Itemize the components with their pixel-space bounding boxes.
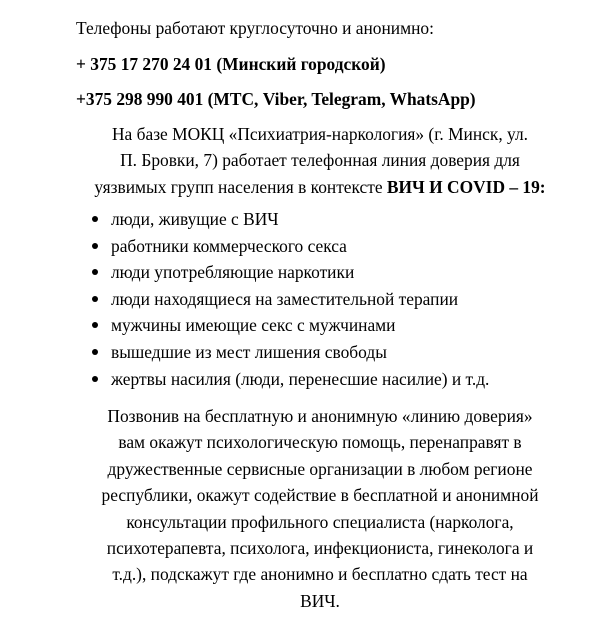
list-item — [0, 339, 489, 366]
closing-paragraph — [60, 403, 580, 614]
bullet-icon — [92, 216, 98, 222]
list-item — [0, 286, 489, 313]
intro-hiv-covid: ВИЧ И COVID – 19: — [386, 176, 546, 197]
bullet-icon — [92, 376, 98, 382]
closing-line: т.д.), подскажут где анонимно и бесплатно сдать тест на — [112, 564, 528, 585]
phone-line-mobile: +375 298 990 401 (МТС, Viber, Telegram, WhatsApp) — [76, 89, 476, 109]
closing-line: консультации профильного специалиста (нарколога, — [126, 511, 514, 532]
list-item-label: люди употребляющие наркотики — [111, 262, 355, 283]
bullet-icon — [92, 296, 98, 302]
bullet-icon — [92, 322, 98, 328]
bullet-icon — [92, 349, 98, 355]
list-item — [0, 312, 489, 339]
intro-line-3-text: уязвимых групп населения в контексте — [94, 176, 387, 197]
closing-line: ВИЧ. — [300, 590, 340, 611]
list-item-label: работники коммерческого секса — [111, 235, 347, 256]
list-item-label: жертвы насилия (люди, перенесшие насилие) и т.д. — [111, 368, 490, 389]
list-item-label: люди находящиеся на заместительной терапии — [111, 288, 459, 309]
closing-line: дружественные сервисные организации в любом регионе — [107, 458, 533, 479]
list-item — [0, 366, 489, 393]
closing-line: Позвонив на бесплатную и анонимную «линию доверия» — [107, 406, 533, 426]
list-item — [0, 206, 489, 233]
closing-line: вам окажут психологическую помощь, перенаправят в — [118, 432, 522, 453]
list-item-label: мужчины имеющие секс с мужчинами — [111, 315, 396, 336]
phones-intro: Телефоны работают круглосуточно и анонимно: — [76, 18, 434, 38]
intro-line-3 — [60, 174, 580, 200]
target-groups-list — [0, 206, 489, 392]
closing-line: республики, окажут содействие в бесплатной и анонимной — [101, 485, 539, 506]
intro-paragraph — [60, 121, 580, 200]
bullet-icon — [92, 269, 98, 275]
list-item — [0, 259, 489, 286]
list-item-label: люди, живущие с ВИЧ — [111, 209, 279, 229]
list-item-label: вышедшие из мест лишения свободы — [111, 341, 387, 362]
bullet-icon — [92, 243, 98, 249]
list-item — [0, 233, 489, 260]
closing-line: психотерапевта, психолога, инфекциониста, гинеколога и — [106, 538, 534, 559]
intro-line-2: П. Бровки, 7) работает телефонная линия доверия для — [120, 150, 520, 171]
phone-line-minsk: + 375 17 270 24 01 (Минский городской) — [76, 54, 386, 74]
intro-line-1: На базе МОКЦ «Психиатрия-наркология» (г. Минск, ул. — [112, 124, 528, 144]
